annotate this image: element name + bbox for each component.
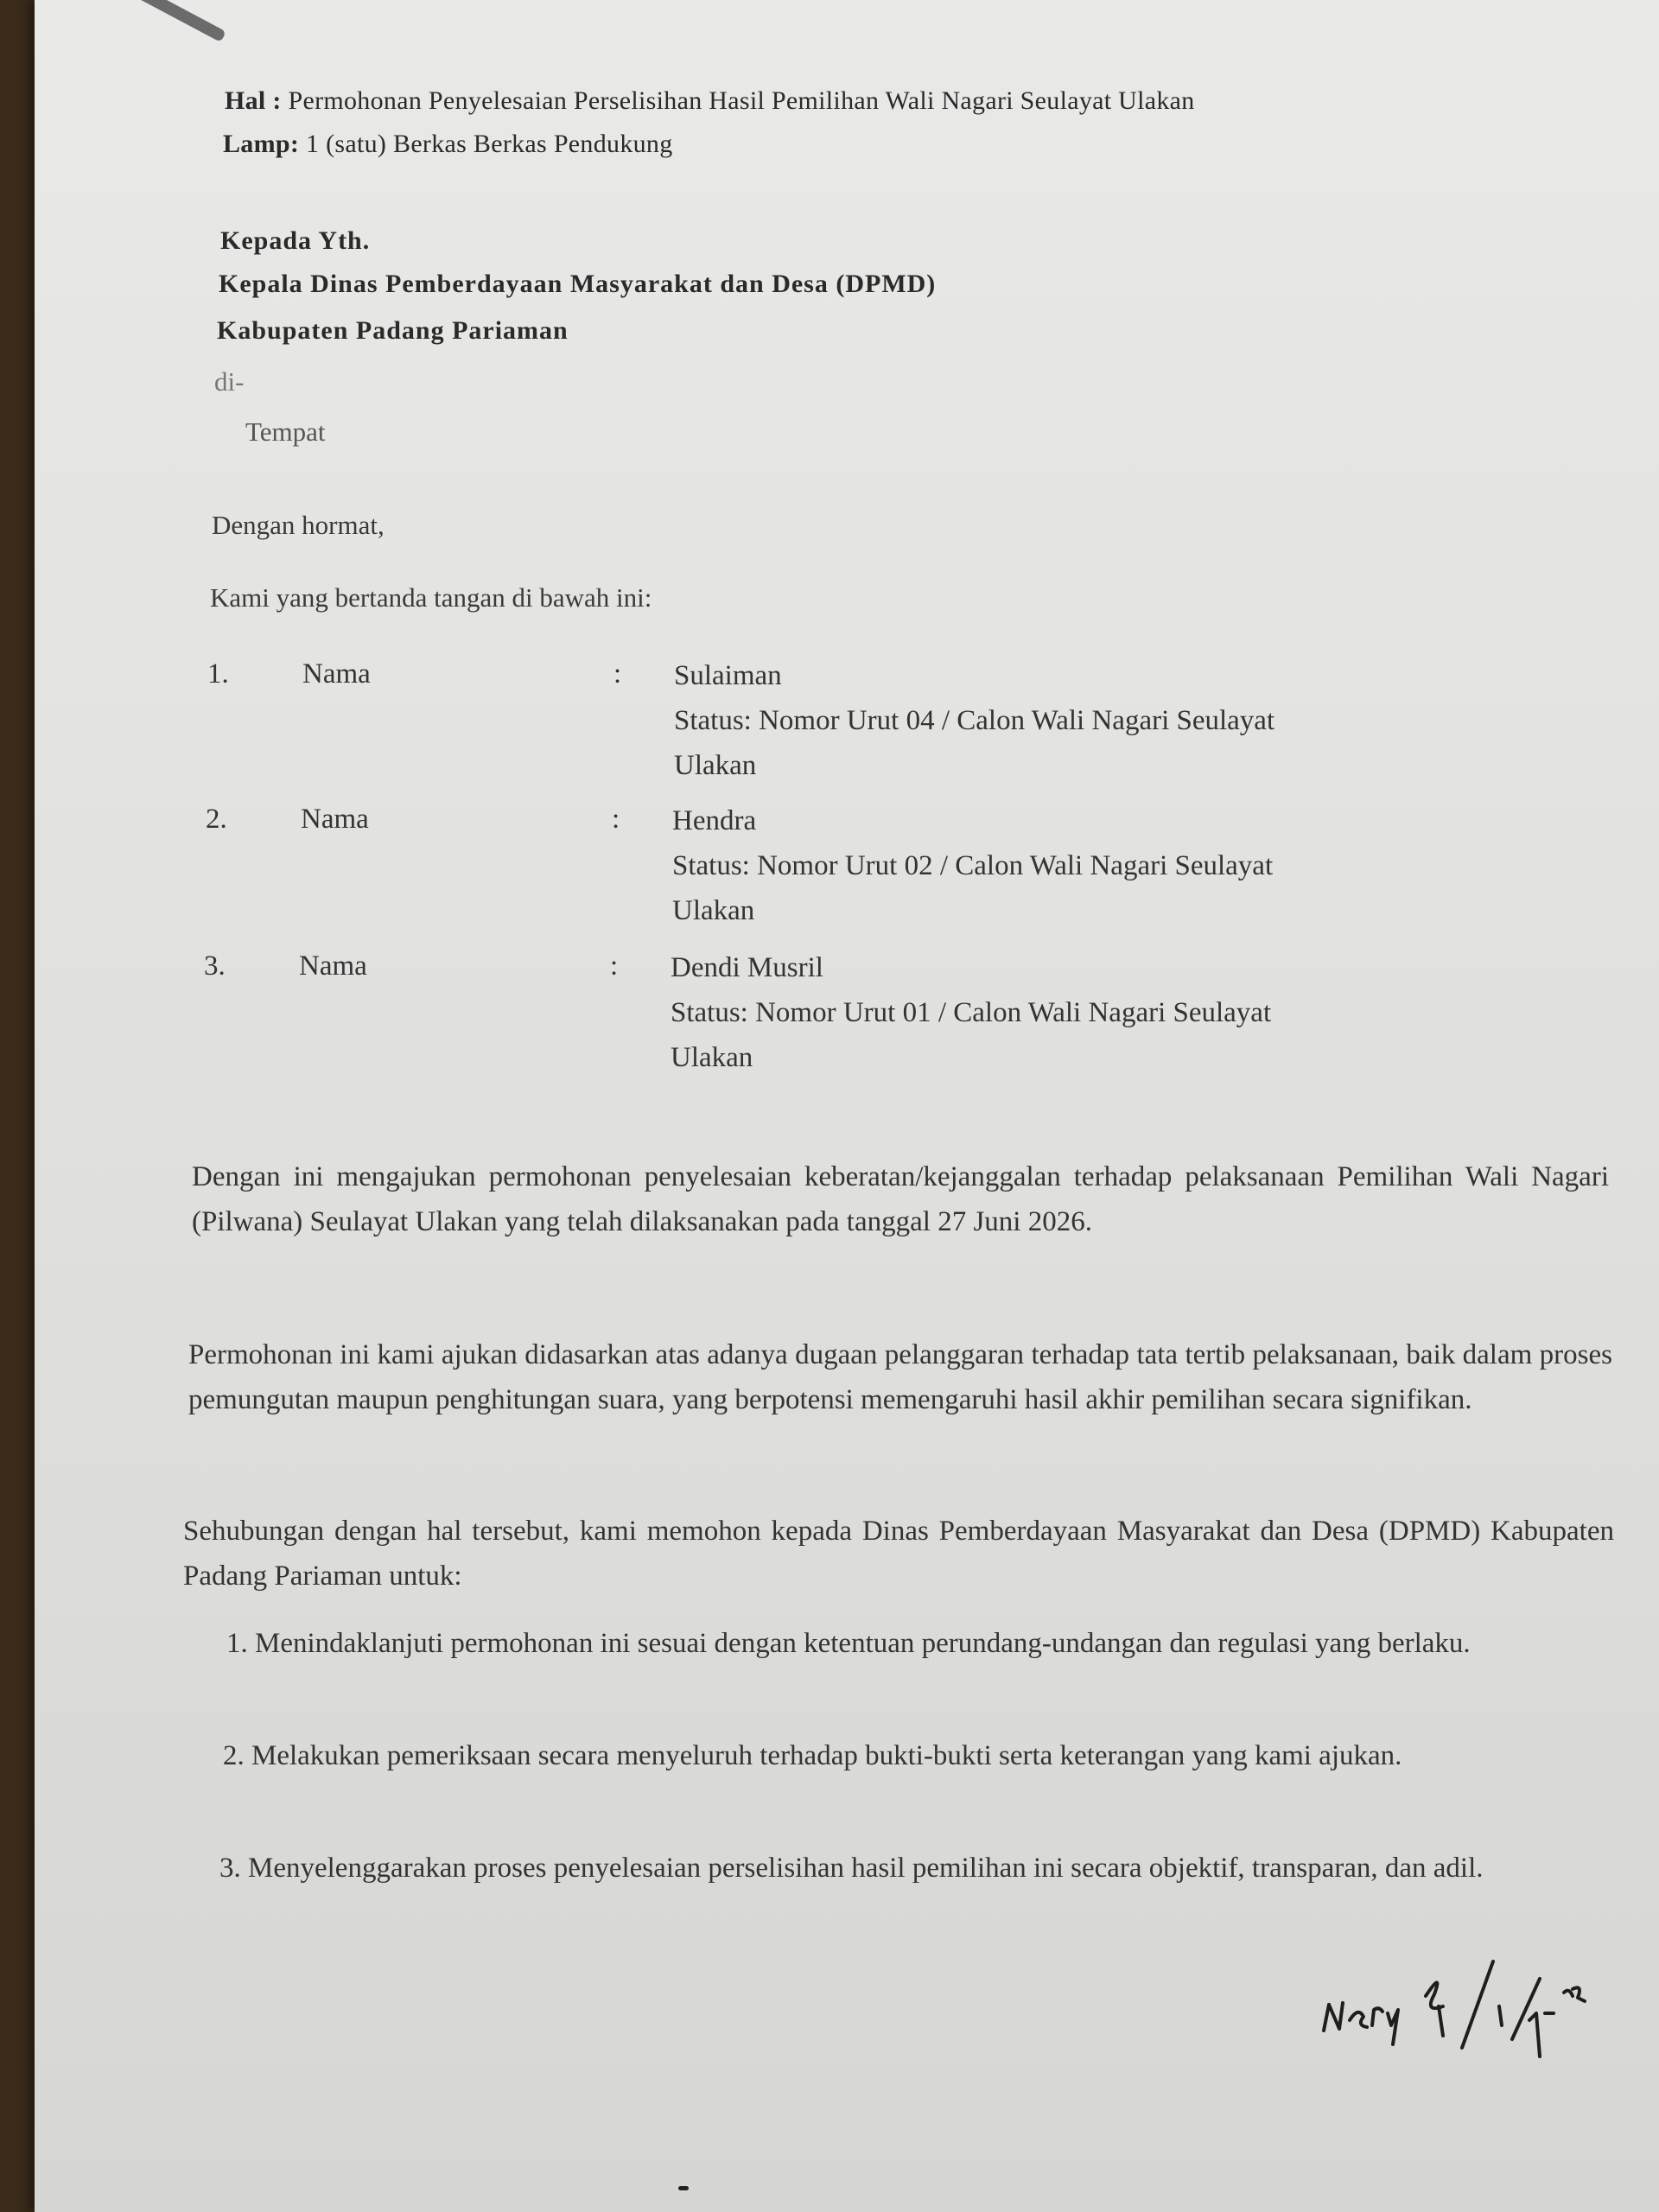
request-item: 1. Menindaklanjuti permohonan ini sesuai dengan ketentuan perundang-undangan dan regulasi yang berlaku. bbox=[226, 1628, 1471, 1659]
request-item: 2. Melakukan pemeriksaan secara menyeluruh terhadap bukti-bukti serta keterangan yang kami ajukan. bbox=[223, 1740, 1402, 1771]
attachment-label: Lamp: bbox=[223, 130, 300, 158]
member-status: Status: Nomor Urut 01 / Calon Wali Nagari Seulayat bbox=[671, 997, 1272, 1028]
member-name: Dendi Musril bbox=[671, 952, 823, 983]
member-label: Nama bbox=[302, 658, 371, 690]
member-status-cont: Ulakan bbox=[671, 1042, 753, 1073]
recipient-title: Kepala Dinas Pemberdayaan Masyarakat dan Desa (DPMD) bbox=[219, 270, 937, 298]
subject-line bbox=[225, 86, 1195, 116]
subject-text: Permohonan Penyelesaian Perselisihan Hasil Pemilihan Wali Nagari Seulayat Ulakan bbox=[288, 86, 1195, 115]
recipient-region: Kabupaten Padang Pariaman bbox=[217, 316, 569, 345]
member-number: 2. bbox=[206, 804, 227, 835]
member-status: Status: Nomor Urut 04 / Calon Wali Nagari Seulayat bbox=[674, 705, 1275, 736]
member-entry bbox=[206, 804, 1502, 942]
member-colon: : bbox=[613, 658, 622, 690]
member-status-cont: Ulakan bbox=[674, 750, 757, 781]
paragraph-grounds: Permohonan ini kami ajukan didasarkan atas adanya dugaan pelanggaran terhadap tata tertib pelaksanaan, baik dalam proses pemungutan maupun penghitungan suara, yang berpotensi memengaruhi hasil akhir pemilihan secara signifikan. bbox=[188, 1339, 1612, 1415]
pen-mark bbox=[137, 0, 226, 42]
letter-page bbox=[35, 0, 1659, 2212]
member-name: Hendra bbox=[672, 805, 757, 836]
paragraph-request: Dengan ini mengajukan permohonan penyelesaian keberatan/kejanggalan terhadap pelaksanaan Pemilihan Wali Nagari (Pilwana) Seulayat Ulakan yang telah dilaksanakan pada tanggal 27 Juni 2026. bbox=[192, 1161, 1609, 1237]
recipient-salutation: Kepada Yth. bbox=[220, 226, 371, 255]
request-item: 3. Menyelenggarakan proses penyelesaian perselisihan hasil pemilihan ini secara objektif, transparan, dan adil. bbox=[219, 1853, 1484, 1884]
subject-label: Hal : bbox=[225, 86, 282, 115]
ink-dot bbox=[678, 2186, 689, 2190]
intro-text: Kami yang bertanda tangan di bawah ini: bbox=[210, 582, 652, 613]
member-label: Nama bbox=[301, 804, 369, 835]
recipient-di: di- bbox=[214, 366, 245, 397]
handwritten-signature bbox=[1313, 1953, 1659, 2126]
member-name: Sulaiman bbox=[674, 660, 782, 691]
member-status-cont: Ulakan bbox=[672, 895, 755, 926]
member-colon: : bbox=[612, 804, 620, 835]
paragraph-petition: Sehubungan dengan hal tersebut, kami memohon kepada Dinas Pemberdayaan Masyarakat dan Desa (DPMD) Kabupaten Padang Pariaman untuk: bbox=[183, 1516, 1614, 1592]
member-number: 3. bbox=[204, 950, 226, 982]
member-status: Status: Nomor Urut 02 / Calon Wali Nagari Seulayat bbox=[672, 850, 1274, 881]
greeting: Dengan hormat, bbox=[212, 510, 385, 540]
attachment-text: 1 (satu) Berkas Berkas Pendukung bbox=[306, 130, 673, 158]
member-entry bbox=[207, 658, 1503, 797]
member-number: 1. bbox=[207, 658, 229, 690]
member-label: Nama bbox=[299, 950, 367, 982]
member-entry bbox=[204, 950, 1500, 1089]
attachment-line bbox=[223, 130, 673, 159]
member-colon: : bbox=[610, 950, 619, 982]
recipient-place: Tempat bbox=[245, 416, 326, 447]
